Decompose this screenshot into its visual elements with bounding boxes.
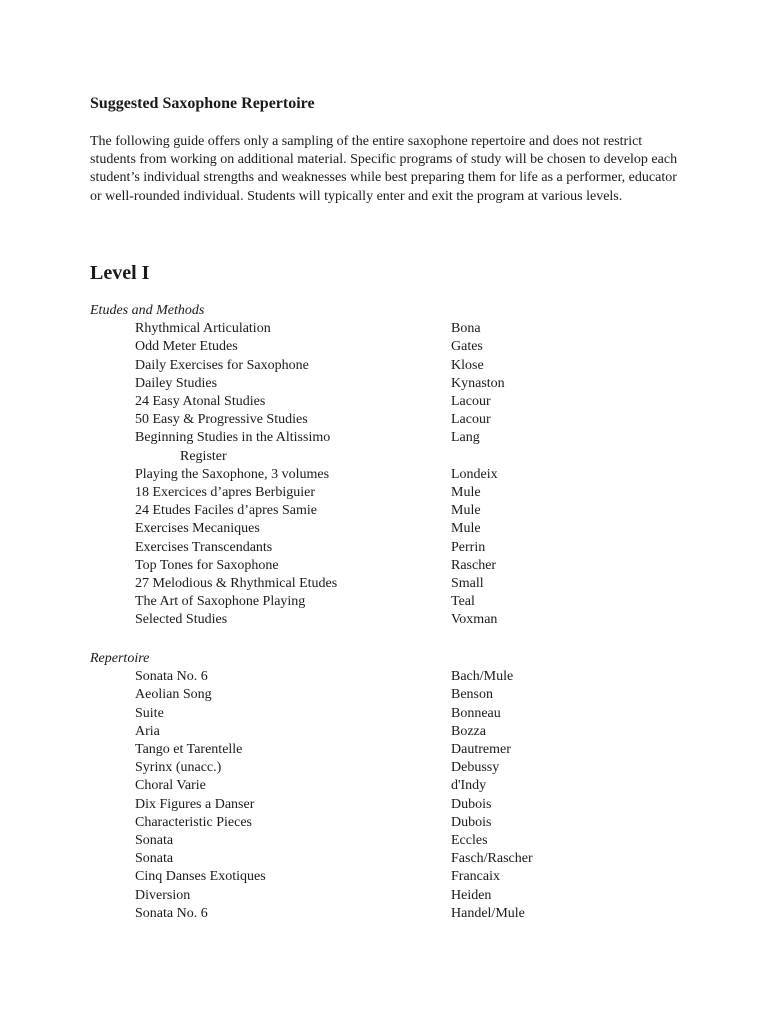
composer-name: d'Indy bbox=[451, 778, 487, 794]
work-title bbox=[135, 741, 435, 759]
work-title bbox=[135, 575, 435, 593]
list-item bbox=[90, 686, 690, 704]
work-title-text: Rhythmical Articulation bbox=[135, 321, 271, 337]
level-heading: Level I bbox=[90, 262, 150, 284]
composer-name: Voxman bbox=[451, 612, 498, 628]
intro-paragraph: The following guide offers only a sampling of the entire saxophone repertoire and does not restrict students from working on additional material. Specific programs of study will be chosen to develop each student’s individual strengths and weaknesses while best preparing them for life as a performer, educator or well-rounded individual. Students will typically enter and exit the program at various levels. bbox=[90, 134, 678, 204]
work-title bbox=[135, 814, 435, 832]
composer-name: Klose bbox=[451, 357, 484, 373]
work-title bbox=[135, 393, 435, 411]
work-title-text: 24 Etudes Faciles d’apres Samie bbox=[135, 503, 317, 519]
list-item bbox=[90, 832, 690, 850]
composer-name: Mule bbox=[451, 503, 481, 519]
work-title-continuation: Register bbox=[180, 448, 227, 464]
list-item bbox=[90, 484, 690, 502]
composer-name: Debussy bbox=[451, 760, 500, 776]
list-item bbox=[90, 611, 690, 629]
list-item bbox=[90, 759, 690, 777]
work-title-text: Tango et Tarentelle bbox=[135, 742, 243, 757]
etudes-list bbox=[90, 320, 690, 629]
composer-name: Bozza bbox=[451, 723, 486, 739]
work-title bbox=[135, 905, 435, 923]
list-item bbox=[90, 411, 690, 429]
composer-name: Kynaston bbox=[451, 375, 505, 391]
work-title bbox=[135, 429, 435, 465]
work-title bbox=[135, 887, 435, 905]
work-title-text: 50 Easy & Progressive Studies bbox=[135, 412, 308, 428]
list-item bbox=[90, 668, 690, 686]
composer-name: Mule bbox=[451, 485, 481, 501]
work-title-text: Sonata bbox=[135, 833, 174, 849]
repertoire-section-label: Repertoire bbox=[90, 651, 150, 666]
work-title-text: The Art of Saxophone Playing bbox=[135, 594, 306, 610]
work-title bbox=[135, 777, 435, 795]
work-title bbox=[135, 466, 435, 484]
work-title bbox=[135, 502, 435, 520]
work-title-text: 18 Exercices d’apres Berbiguier bbox=[135, 485, 315, 501]
composer-name: Lacour bbox=[451, 394, 491, 409]
repertoire-section bbox=[90, 650, 690, 923]
list-item bbox=[90, 520, 690, 538]
composer-name: Handel/Mule bbox=[451, 905, 525, 921]
composer-name: Londeix bbox=[451, 466, 498, 482]
work-title-text: Beginning Studies in the Altissimo bbox=[135, 430, 331, 446]
list-item bbox=[90, 593, 690, 611]
work-title bbox=[135, 411, 435, 429]
work-title bbox=[135, 539, 435, 557]
work-title bbox=[135, 320, 435, 338]
composer-name: Bona bbox=[451, 321, 481, 337]
list-item bbox=[90, 393, 690, 411]
work-title-text: Characteristic Pieces bbox=[135, 814, 253, 830]
work-title bbox=[135, 668, 435, 686]
work-title-text: Top Tones for Saxophone bbox=[135, 557, 279, 573]
composer-name: Eccles bbox=[451, 833, 488, 849]
work-title-text: Syrinx (unacc.) bbox=[135, 760, 222, 776]
list-item bbox=[90, 723, 690, 741]
composer-name: Lacour bbox=[451, 412, 491, 428]
composer-name: Perrin bbox=[451, 539, 486, 555]
list-item bbox=[90, 502, 690, 520]
list-item bbox=[90, 796, 690, 814]
work-title-text: 27 Melodious & Rhythmical Etudes bbox=[135, 576, 338, 592]
work-title-text: Choral Varie bbox=[135, 778, 206, 794]
work-title bbox=[135, 850, 435, 868]
work-title-text: Aria bbox=[135, 723, 160, 739]
list-item bbox=[90, 320, 690, 338]
work-title-text: Suite bbox=[135, 705, 164, 721]
composer-name: Bach/Mule bbox=[451, 669, 514, 685]
list-item bbox=[90, 777, 690, 795]
work-title bbox=[135, 375, 435, 393]
work-title bbox=[135, 593, 435, 611]
composer-name: Heiden bbox=[451, 887, 492, 903]
composer-name: Dautremer bbox=[451, 742, 511, 757]
list-item bbox=[90, 814, 690, 832]
composer-name: Teal bbox=[451, 594, 475, 610]
list-item bbox=[90, 705, 690, 723]
work-title-text: Odd Meter Etudes bbox=[135, 339, 238, 355]
etudes-section-label: Etudes and Methods bbox=[90, 303, 205, 318]
work-title bbox=[135, 705, 435, 723]
work-title-text: Sonata No. 6 bbox=[135, 669, 208, 685]
list-item bbox=[90, 868, 690, 886]
list-item bbox=[90, 557, 690, 575]
document-title: Suggested Saxophone Repertoire bbox=[90, 95, 315, 112]
composer-name: Bonneau bbox=[451, 705, 501, 721]
composer-name: Benson bbox=[451, 687, 493, 703]
work-title bbox=[135, 723, 435, 741]
composer-name: Dubois bbox=[451, 814, 492, 830]
list-item bbox=[90, 575, 690, 593]
work-title bbox=[135, 338, 435, 356]
work-title-text: Daily Exercises for Saxophone bbox=[135, 357, 309, 373]
list-item bbox=[90, 539, 690, 557]
repertoire-list bbox=[90, 668, 690, 923]
list-item bbox=[90, 741, 690, 759]
work-title-text: Sonata No. 6 bbox=[135, 905, 208, 921]
list-item bbox=[90, 375, 690, 393]
work-title-text: Aeolian Song bbox=[135, 687, 212, 703]
etudes-section bbox=[90, 302, 690, 630]
composer-name: Rascher bbox=[451, 557, 497, 573]
work-title bbox=[135, 357, 435, 375]
work-title-text: Exercises Transcendants bbox=[135, 539, 273, 555]
composer-name: Mule bbox=[451, 521, 481, 537]
composer-name: Fasch/Rascher bbox=[451, 851, 533, 867]
work-title bbox=[135, 686, 435, 704]
work-title-text: Dailey Studies bbox=[135, 375, 218, 391]
list-item bbox=[90, 905, 690, 923]
work-title bbox=[135, 832, 435, 850]
work-title bbox=[135, 868, 435, 886]
composer-name: Dubois bbox=[451, 796, 492, 812]
list-item bbox=[90, 887, 690, 905]
list-item bbox=[90, 357, 690, 375]
work-title-text: Playing the Saxophone, 3 volumes bbox=[135, 466, 330, 482]
work-title bbox=[135, 520, 435, 538]
work-title-text: Selected Studies bbox=[135, 612, 228, 628]
composer-name: Gates bbox=[451, 339, 483, 355]
work-title-text: Sonata bbox=[135, 851, 174, 867]
work-title-text: Diversion bbox=[135, 887, 191, 903]
work-title-text: Dix Figures a Danser bbox=[135, 796, 255, 812]
work-title-text: Exercises Mecaniques bbox=[135, 521, 260, 537]
list-item bbox=[90, 338, 690, 356]
composer-name: Francaix bbox=[451, 869, 500, 885]
work-title-text: Cinq Danses Exotiques bbox=[135, 869, 266, 885]
work-title bbox=[135, 484, 435, 502]
list-item bbox=[90, 850, 690, 868]
list-item bbox=[90, 466, 690, 484]
work-title-text: 24 Easy Atonal Studies bbox=[135, 394, 266, 409]
list-item bbox=[90, 429, 690, 465]
composer-name: Lang bbox=[451, 430, 480, 446]
work-title bbox=[135, 796, 435, 814]
composer-name: Small bbox=[451, 576, 484, 592]
work-title bbox=[135, 611, 435, 629]
work-title bbox=[135, 759, 435, 777]
work-title bbox=[135, 557, 435, 575]
